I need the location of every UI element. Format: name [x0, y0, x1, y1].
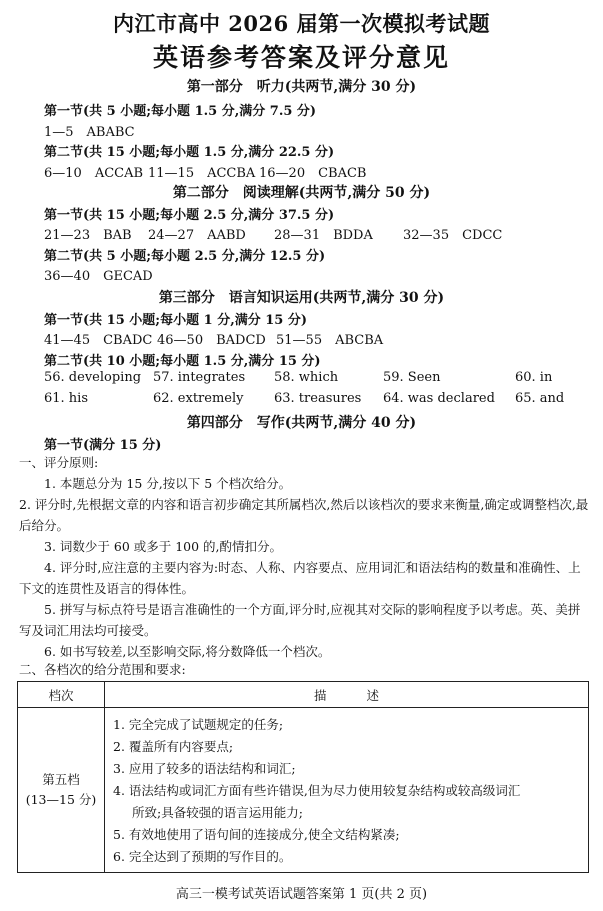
- answer-group: 41—45 CBADC: [44, 333, 153, 348]
- part3-sec2-row1: [44, 370, 584, 388]
- answer-group: 36—40 GECAD: [44, 269, 153, 284]
- answer-group: 51—55 ABCBA: [276, 333, 384, 348]
- principle-6: 6. 如书写较差,以至影响交际,将分数降低一个档次。: [44, 644, 331, 659]
- answer-item: 63. treasures: [274, 391, 362, 406]
- answer-item: 62. extremely: [153, 391, 244, 406]
- scoring-levels-table: [17, 681, 589, 873]
- part3-sec2-title: 第二节(共 10 小题;每小题 1.5 分,满分 15 分): [44, 354, 321, 369]
- document-subtitle: 英语参考答案及评分意见: [152, 43, 450, 72]
- levels-title: 二、各档次的给分范围和要求:: [19, 662, 186, 677]
- part2-sec2-answers: [44, 265, 584, 283]
- page-footer: 高三一模考试英语试题答案第 1 页(共 2 页): [175, 887, 428, 902]
- part2-title: 第二部分 阅读理解(共两节,满分 50 分): [172, 185, 431, 201]
- part2-sec1-title: 第一节(共 15 小题;每小题 2.5 分,满分 37.5 分): [44, 208, 335, 223]
- part1-sec1-answers: [44, 121, 584, 139]
- part3-sec2-row2: [44, 391, 584, 409]
- answer-group: 6—10 ACCAB: [44, 166, 144, 181]
- level-range: (13—15 分): [25, 792, 97, 807]
- part4-title: 第四部分 写作(共两节,满分 40 分): [186, 415, 417, 431]
- document-title: 内江市高中 2026 届第一次模拟考试题: [112, 11, 491, 36]
- part1-sec2-title: 第二节(共 15 小题;每小题 1.5 分,满分 22.5 分): [44, 145, 335, 160]
- answer-group: 16—20 CBACB: [259, 166, 367, 181]
- answer-group: 32—35 CDCC: [403, 228, 503, 243]
- part4-sec1-title: 第一节(满分 15 分): [44, 438, 162, 453]
- requirement-item-continued: 所致;具备较强的语言运用能力;: [132, 805, 303, 820]
- level-name: 第五档: [42, 772, 80, 787]
- answer-group: 24—27 AABD: [148, 228, 246, 243]
- part2-sec1-answers: [44, 224, 584, 242]
- scoring-principles-title: 一、评分原则:: [19, 455, 99, 470]
- answer-item: 56. developing: [44, 370, 142, 385]
- requirement-item: 2. 覆盖所有内容要点;: [113, 739, 234, 754]
- answer-item: 60. in: [515, 370, 553, 385]
- part1-sec2-answers: [44, 162, 584, 180]
- requirement-item: 4. 语法结构或词汇方面有些许错误,但为尽力使用较复杂结构或较高级词汇: [113, 783, 521, 798]
- answer-item: 64. was declared: [383, 391, 495, 406]
- answer-group: 28—31 BDDA: [274, 228, 373, 243]
- requirement-item: 1. 完全完成了试题规定的任务;: [113, 717, 284, 732]
- principle-4: 4. 评分时,应注意的主要内容为:时态、人称、内容要点、应用词汇和语法结构的数量和准确性、上下文的连贯性及语言的得体性。: [19, 560, 581, 596]
- table-row: [18, 708, 589, 873]
- answer-item: 65. and: [515, 391, 565, 406]
- level-cell: [18, 708, 105, 873]
- principle-5: 5. 拼写与标点符号是语言准确性的一个方面,评分时,应视其对交际的影响程度予以考虑。英、美拼写及词汇用法均可接受。: [19, 602, 581, 638]
- principle-1: 1. 本题总分为 15 分,按以下 5 个档次给分。: [44, 476, 292, 491]
- answer-group: 1—5 ABABC: [44, 125, 135, 140]
- answer-item: 57. integrates: [153, 370, 246, 385]
- header-level: 档次: [18, 682, 105, 708]
- principle-2: 2. 评分时,先根据文章的内容和语言初步确定其所属档次,然后以该档次的要求来衡量,确定或调整档次,最后给分。: [19, 497, 589, 533]
- part1-title: 第一部分 听力(共两节,满分 30 分): [186, 79, 417, 95]
- part3-sec1-title: 第一节(共 15 小题;每小题 1 分,满分 15 分): [44, 313, 308, 328]
- answer-item: 61. his: [44, 391, 89, 406]
- header-description: 描述: [105, 682, 589, 708]
- answer-group: 21—23 BAB: [44, 228, 132, 243]
- part3-title: 第三部分 语言知识运用(共两节,满分 30 分): [158, 290, 445, 306]
- part2-sec2-title: 第二节(共 5 小题;每小题 2.5 分,满分 12.5 分): [44, 249, 326, 264]
- answer-item: 59. Seen: [383, 370, 441, 385]
- part1-sec1-title: 第一节(共 5 小题;每小题 1.5 分,满分 7.5 分): [44, 104, 317, 119]
- requirement-item: 5. 有效地使用了语句间的连接成分,使全文结构紧凑;: [113, 827, 400, 842]
- requirement-item: 6. 完全达到了预期的写作目的。: [113, 849, 292, 864]
- part3-sec1-answers: [44, 329, 584, 347]
- answer-item: 58. which: [274, 370, 339, 385]
- answer-group: 46—50 BADCD: [157, 333, 266, 348]
- requirements-cell: [105, 708, 589, 873]
- principle-3: 3. 词数少于 60 或多于 100 的,酌情扣分。: [44, 539, 283, 554]
- requirement-item: 3. 应用了较多的语法结构和词汇;: [113, 761, 296, 776]
- table-header-row: [18, 682, 589, 708]
- answer-group: 11—15 ACCBA: [148, 166, 256, 181]
